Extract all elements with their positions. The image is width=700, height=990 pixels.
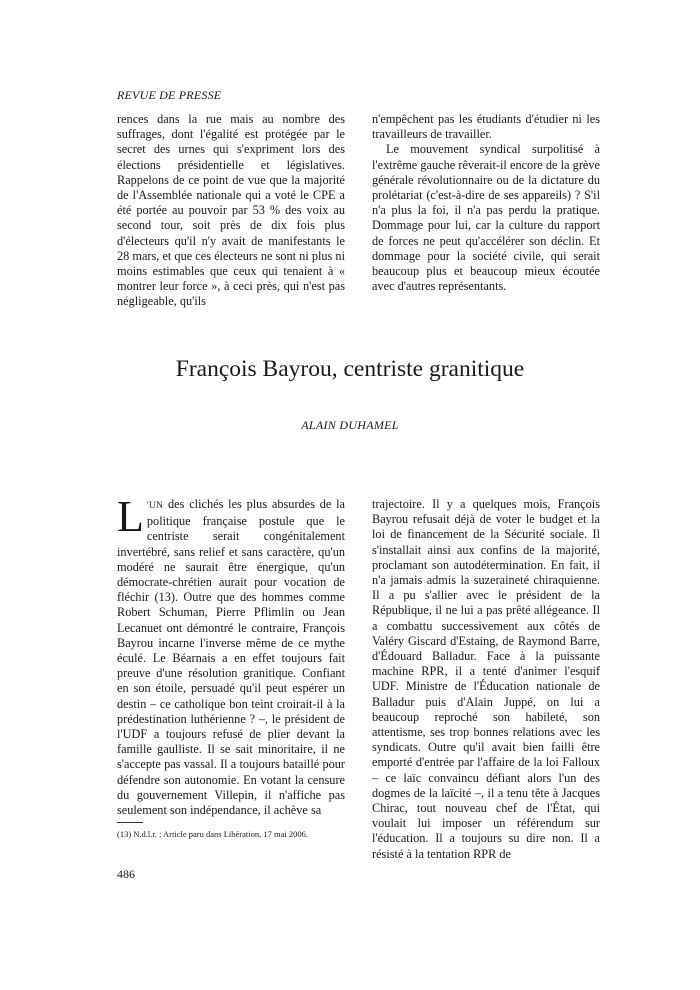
article-title: François Bayrou, centriste granitique [175, 356, 525, 382]
top-left-column [117, 112, 345, 310]
footnote-rule [117, 822, 143, 823]
article-left-text: des clichés les plus absurdes de la politique française postule que le centriste serait congénitalement invertébré, sans relief et sans caractère, qu'un modéré ne saurait être énergique, qu'un démocrate-chrétien aurait pour vocation de fléchir (13). Outre que des hommes comme Robert Schuman, Pierre Pflimlin ou Jean Lecanuet ont démontré le contraire, François Bayrou incarne l'inverse même de ce mythe éculé. Le Béarnais a en effet toujours fait preuve d'une résolution granitique. Confiant en son étoile, persuadé qu'il peut espérer un destin – ce catholique bon teint croirait-il à la prédestination luthérienne ? –, le président de l'UDF a toujours refusé de plier devant la famille gaulliste. Il se sait minoritaire, il ne s'accepte pas vassal. Il a toujours bataillé pour défendre son autonomie. En votant la censure du gouvernement Villepin, il n'affiche pas seulement son indépendance, il achève sa [117, 497, 345, 818]
top-left-paragraph: rences dans la rue mais au nombre des suffrages, dont l'égalité est protégée par le secret des urnes qui s'expriment lors des élections présidentielle et législatives. Rappelons de ce point de vue que la majorité de l'Assemblée nationale qui a voté le CPE a été portée au pouvoir par 53 % des voix au second tour, soit près de dix fois plus d'électeurs qu'il n'y avait de manifestants le 28 mars, et que ces électeurs ne sont ni plus ni moins estimables que ceux qui tenaient à « montrer leur force », à ceci près, qui n'est pas négligeable, qu'ils [117, 112, 345, 309]
article-right-column [372, 497, 600, 862]
article-right-text: trajectoire. Il y a quelques mois, François Bayrou refusait déjà de voter le budget et la loi de financement de la Sécurité sociale. Il s'installait ainsi aux confins de la majorité, proclamant son autodétermination. En fait, il n'a jamais admis la suzeraineté chiraquienne. Il a pu s'allier avec le président de la République, il ne lui a pas prêté allégeance. Il a combattu successivement aux côtés de Valéry Giscard d'Estaing, de Raymond Barre, d'Édouard Balladur. Face à la puissante machine RPR, il a tenté d'animer l'esquif UDF. Ministre de l'Éducation nationale de Balladur puis d'Alain Juppé, on lui a beaucoup reproché son habileté, son attentisme, ses trop bonnes relations avec les syndicats. Outre qu'il avait bien failli être emporté d'entrée par l'affaire de la loi Falloux – ce laïc convaincu défiant alors l'un des dogmes de la laïcité –, il a tenu tête à Jacques Chirac, tout nouveau chef de l'État, qui voulait lui imposer un référendum sur l'éducation. Il a toujours su dire non. Il a résisté à la tentation RPR de [372, 497, 600, 861]
footnote: (13) N.d.l.r. : Article paru dans Libération, 17 mai 2006. [117, 829, 308, 839]
running-header: REVUE DE PRESSE [117, 88, 222, 102]
top-right-column [372, 112, 600, 294]
article-author: ALAIN DUHAMEL [301, 418, 399, 432]
article-left-column [117, 492, 345, 818]
drop-cap: L [117, 492, 144, 541]
top-right-paragraph-1: n'empêchent pas les étudiants d'étudier ni les travailleurs de travailler. [372, 112, 600, 142]
lead-small-caps: 'UN [146, 501, 164, 511]
page-number: 486 [117, 867, 135, 881]
top-right-paragraph-2: Le mouvement syndical surpolitisé à l'extrême gauche rêverait-il encore de la grève générale révolutionnaire ou de la dictature du prolétariat (c'est-à-dire de ses appareils) ? S'il n'a plus la foi, il n'a pas perdu la pratique. Dommage pour lui, car la culture du rapport de forces ne peut qu'accélérer son déclin. Et dommage pour la société civile, qui serait beaucoup plus et beaucoup mieux écoutée avec d'autres représentants. [372, 142, 600, 294]
